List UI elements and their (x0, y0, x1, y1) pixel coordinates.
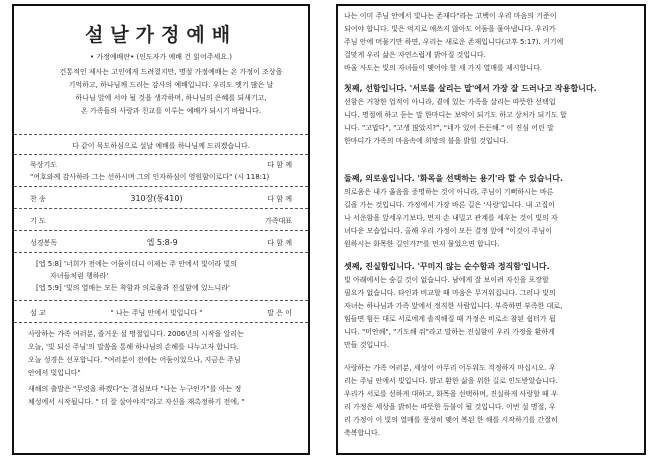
order-row-scripture (30, 238, 292, 248)
sermon-body (28, 328, 296, 409)
text-line: 만들 것입니다. (344, 341, 390, 349)
sermon-line: 사랑하는 가족 여러분, 즐거운 설 명절입니다. 2006년의 시작을 알리는 (28, 330, 244, 338)
text-line: 리 가정은 세상을 밝히는 따뜻한 등불이 될 것입니다. 이번 설 명절, 우 (344, 403, 556, 411)
text-line: 바울 사도는 빛의 자녀들이 맺어야 할 세 가지 열매를 제시합니다. (344, 64, 543, 72)
sermon-line: 새해의 출발은 "무엇을 하겠다"는 결심보다 "나는 누구인가"를 아는 정 (28, 385, 242, 393)
text-line: 걸맞게 우리 삶은 자연스럽게 밝아질 것입니다. (344, 51, 486, 59)
verse-line: 자녀들처럼 행하라' (50, 272, 109, 280)
scripture-verses (36, 258, 292, 294)
text-line: 니다. "미안해", "기도해 줘"라고 말하는 진실함이 우리 가정을 환하게 (344, 328, 555, 336)
verse-line: [엡 5:8] '너희가 전에는 어둠이더니 이제는 주 안에서 빛이라 빛의 (36, 260, 237, 268)
order-label: 성경봉독 (30, 239, 58, 247)
intro-line: 건통적인 제사는 고인에게 드려졌지만, 명절 가정예배는 온 가정이 조상을 (59, 68, 283, 76)
left-column (0, 0, 320, 459)
divider (14, 154, 308, 155)
intro-text (50, 66, 292, 118)
order-leader: 다 함 께 (267, 195, 292, 203)
sermon-line: 체성에서 시작됩니다. " 더 잘 살아야지"라고 자신을 재촉정하기 전에, " (28, 398, 245, 406)
sermon-line: 안에서 빛입니다" (28, 369, 81, 377)
divider (14, 300, 308, 301)
left-page-border (12, 4, 310, 455)
text-line: 리는 주님 안에서 빛입니다. 밝고 환한 삶을 위한 길로 인도받았습니다. (344, 377, 558, 385)
order-row-prayer (30, 216, 292, 226)
intro-heading: • 가정예배란• (인도자가 예배 건 읽어주세요.) (89, 53, 233, 61)
section-body-goodness (344, 96, 638, 148)
psalm-quote: "여호와께 감사하라 그는 선하시며 그의 인자하심이 영원함이로다" (시 118:1) (30, 173, 270, 181)
text-line: 니다. "고맙다", "고생 많았지?", "네가 있어 든든해." 이 진심 어린 말 (344, 124, 554, 132)
order-label: 기 도 (30, 217, 46, 225)
text-line: 자녀는 하나님과 가족 앞에서 정직한 사람입니다. 부족하면 부족한 대로, (344, 302, 563, 310)
text-line: 빛 아래에서는 숨길 것이 없습니다. 남에게 잘 보이려 자신을 포장할 (344, 276, 549, 284)
order-label: 설 교 (30, 309, 46, 317)
text-line: 선함은 거창한 업적이 아니라, 곁에 있는 가족을 살리는 따뜻한 선택입 (344, 98, 556, 106)
verse-line: [엡 5:9] '빛의 열매는 모든 착함과 의로움과 진실함에 있느니라' (36, 284, 230, 292)
order-row-hymn (30, 194, 292, 204)
right-page-border (336, 4, 646, 455)
order-leader: 말 은 이 (267, 309, 292, 317)
intro-line: 기억하고, 하나님께 드리는 감사의 예배입니다. 우리도 옛기 많은 날 (68, 81, 274, 89)
right-column (336, 0, 650, 459)
order-label: 찬 송 (30, 195, 46, 203)
order-leader: 다 함 께 (267, 239, 292, 247)
sermon-line: 오늘 성경은 선포합니다. "여러분이 전에는 어둠이었으나, 지금은 주님 (28, 356, 241, 364)
continuation-text (344, 10, 638, 75)
section-heading-goodness: 첫째, 선함입니다. '서로를 살리는 말'에서 가장 잘 드러나고 작용합니다. (344, 84, 597, 93)
text-line: 나 서운함을 앞세우기보다, 먼저 손 내밀고 관계를 세우는 것이 빛의 자 (344, 214, 558, 222)
text-line: 니다. 명절에 하고 듣는 말 한마디는 보약이 되기도 하고 상처가 되기도 합 (344, 111, 567, 119)
page-title: 설날가정예배 (84, 24, 238, 46)
order-label: 묵상기도 (30, 161, 58, 169)
text-line: 리 가정이 이 빛의 열매를 풍성히 맺어 복된 한 해를 시작하기를 간절히 (344, 416, 558, 424)
text-line: 길을 가는 것입니다. 가정에서 가장 바른 길은 '사랑'입니다. 내 고집이 (344, 201, 555, 209)
order-leader: 다 함 께 (267, 161, 292, 169)
sermon-title: " 나는 주님 안에서 빛입니다 " (110, 309, 203, 317)
order-content: 엡 5:8-9 (146, 238, 178, 247)
divider (14, 322, 308, 323)
divider (14, 186, 308, 187)
divider (14, 208, 308, 209)
divider (14, 230, 308, 231)
text-line: 녀다운 모습입니다. 올해 우리 가정이 모든 결정 앞에 "이것이 주님이 (344, 227, 553, 235)
sermon-line: 오늘, '빛 되신 주님'의 말씀을 통해 하나님의 손헤를 나누고자 합니다. (28, 343, 239, 351)
section-body-righteousness (344, 186, 638, 251)
intro-line: 하나님 앞에 서야 될 것을 생각하며, 하나님의 은혜를 되새기고, (75, 94, 267, 102)
divider (14, 252, 308, 253)
text-line: 주님 안에 머물기만 하면, 우리는 새로운 존재입니다(고후 5:17). 거기에 (344, 38, 564, 46)
text-line: 필요가 없습니다. 타인과 비교할 때 마음은 무거워집니다. 그러나 빛의 (344, 289, 556, 297)
order-row-meditation (30, 160, 292, 170)
order-leader: 가족대표 (264, 217, 292, 225)
closing-text (344, 362, 638, 440)
section-heading-truth: 셋째, 진실함입니다. '꾸미지 않는 순수함과 정직함'입니다. (344, 262, 550, 271)
intro-line: 온 가족들의 사랑과 친교를 이루는 예배가 되시기 바랍니다. (80, 107, 262, 115)
text-line: 의로움은 내가 옳음을 증명하는 것이 아니라, 주님이 기뻐하시는 바른 (344, 188, 554, 196)
text-line: 축복합니다. (344, 429, 381, 437)
text-line: 한마디가 가족의 마음속에 희망의 불을 밝힐 것입니다. (344, 137, 509, 145)
text-line: 원하시는 화목한 길인가?"를 먼저 물었으면 합니다. (344, 240, 500, 248)
section-heading-righteousness: 둘째, 의로움입니다. '화목을 선택하는 용기'라 할 수 있습니다. (344, 174, 563, 183)
section-body-truth (344, 274, 638, 352)
text-line: 힘들면 힘든 대로 서로에게 솔직해질 때 가정은 비로소 참된 쉼터가 됩 (344, 315, 556, 323)
text-line: 나는 이미 주님 안에서 빛나는 존재다"라는 고백이 우리 마음의 기준이 (344, 12, 557, 20)
divider (14, 134, 308, 135)
text-line: 사랑하는 가족 여러분, 세상이 아무리 어두워도 걱정하지 마십시오. 우 (344, 364, 556, 372)
text-line: 되어야 합니다. 빛은 억지로 애쓰지 않아도 어둠을 물아냅니다. 우리가 (344, 25, 556, 33)
order-content: 310장(통410) (130, 194, 183, 203)
order-row-sermon (30, 308, 292, 318)
text-line: 우리가 서로를 선하게 대하고, 화목을 선택하며, 진실하게 사랑할 때 우 (344, 390, 558, 398)
invitation-text: 다 같이 묵도하심으로 설날 예배를 하나님께 드리겠습니다. (72, 142, 250, 150)
